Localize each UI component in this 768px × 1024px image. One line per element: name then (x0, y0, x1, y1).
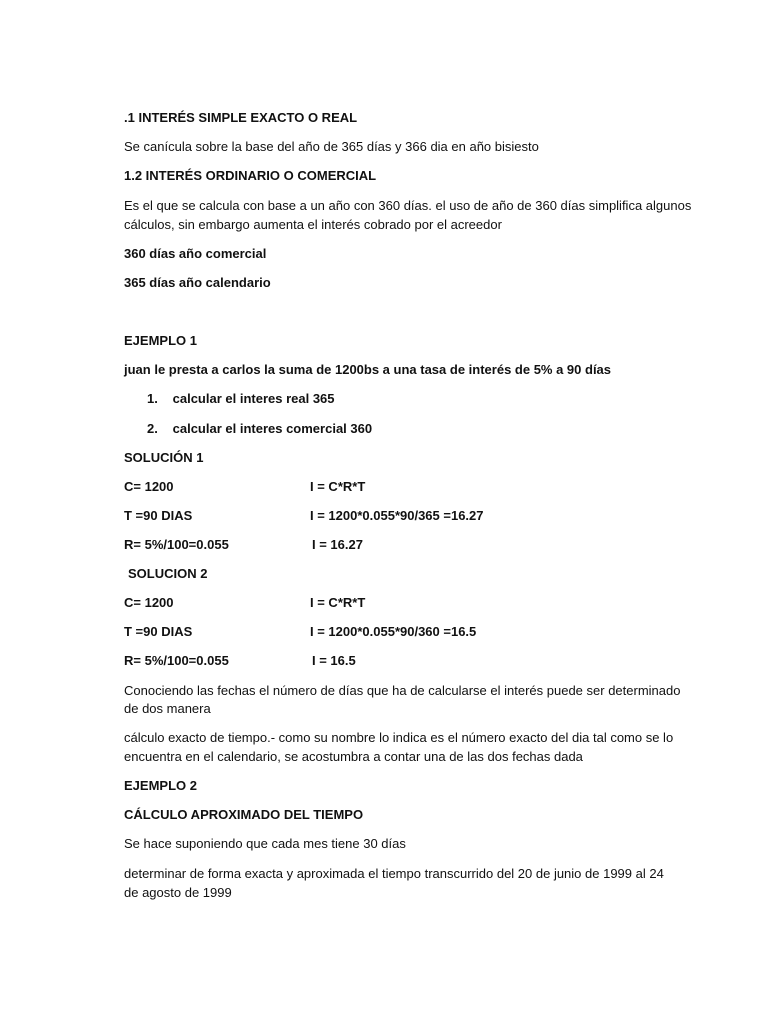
solucion1-right-1: I = C*R*T (310, 479, 366, 494)
list-item (147, 390, 335, 408)
list-item-number: 1. (147, 391, 158, 406)
solucion2-right-3: I = 16.5 (312, 653, 356, 668)
solucion1-left-2: T =90 DIAS (124, 508, 193, 523)
list-item-text: calcular el interes real 365 (172, 391, 335, 406)
ejemplo1-statement: juan le presta a carlos la suma de 1200bs a una tasa de interés de 5% a 90 días (124, 362, 612, 377)
solucion1-left-3: R= 5%/100=0.055 (124, 537, 229, 552)
calculo-exacto-l1: cálculo exacto de tiempo.- como su nombre lo indica es el número exacto del dia tal como se lo (124, 730, 674, 745)
solucion2-left-3: R= 5%/100=0.055 (124, 653, 229, 668)
solucion2-left-2: T =90 DIAS (124, 624, 193, 639)
solucion2-right-1: I = C*R*T (310, 595, 366, 610)
solucion1-right-2: I = 1200*0.055*90/365 =16.27 (310, 508, 484, 523)
ejemplo2-task-l2: de agosto de 1999 (124, 885, 232, 900)
solucion2-left-1: C= 1200 (124, 595, 174, 610)
ejemplo2-task-l1: determinar de forma exacta y aproximada el tiempo transcurrido del 20 de junio de 1999 al 24 (124, 866, 664, 881)
fechas-paragraph-l1: Conociendo las fechas el número de días que ha de calcularse el interés puede ser determinado (124, 683, 681, 698)
solucion2-right-2: I = 1200*0.055*90/360 =16.5 (310, 624, 477, 639)
solucion1-right-3: I = 16.27 (312, 537, 363, 552)
list-item-number: 2. (147, 421, 158, 436)
definition-360: 360 días año comercial (124, 246, 267, 261)
section-text-interes-ordinario-l1: Es el que se calcula con base a un año con 360 días. el uso de año de 360 días simplifica algunos (124, 198, 692, 213)
solucion1-left-1: C= 1200 (124, 479, 174, 494)
solucion2-title: SOLUCION 2 (128, 566, 208, 581)
section-text-interes-ordinario-l2: cálculos, sin embargo aumenta el interés cobrado por el acreedor (124, 217, 502, 232)
ejemplo1-title: EJEMPLO 1 (124, 333, 197, 348)
section-title-interes-ordinario: 1.2 INTERÉS ORDINARIO O COMERCIAL (124, 168, 377, 183)
ejemplo2-subtitle: CÁLCULO APROXIMADO DEL TIEMPO (124, 807, 364, 822)
definition-365: 365 días año calendario (124, 275, 271, 290)
section-text-interes-exacto: Se canícula sobre la base del año de 365 días y 366 dia en año bisiesto (124, 139, 539, 154)
ejemplo2-text: Se hace suponiendo que cada mes tiene 30 días (124, 836, 406, 851)
list-item (147, 420, 372, 438)
calculo-exacto-l2: encuentra en el calendario, se acostumbra a contar una de las dos fechas dada (124, 749, 583, 764)
section-title-interes-exacto: .1 INTERÉS SIMPLE EXACTO O REAL (124, 110, 358, 125)
fechas-paragraph-l2: de dos manera (124, 701, 211, 716)
solucion1-title: SOLUCIÓN 1 (124, 450, 204, 465)
list-item-text: calcular el interes comercial 360 (172, 421, 373, 436)
ejemplo2-title: EJEMPLO 2 (124, 778, 197, 793)
